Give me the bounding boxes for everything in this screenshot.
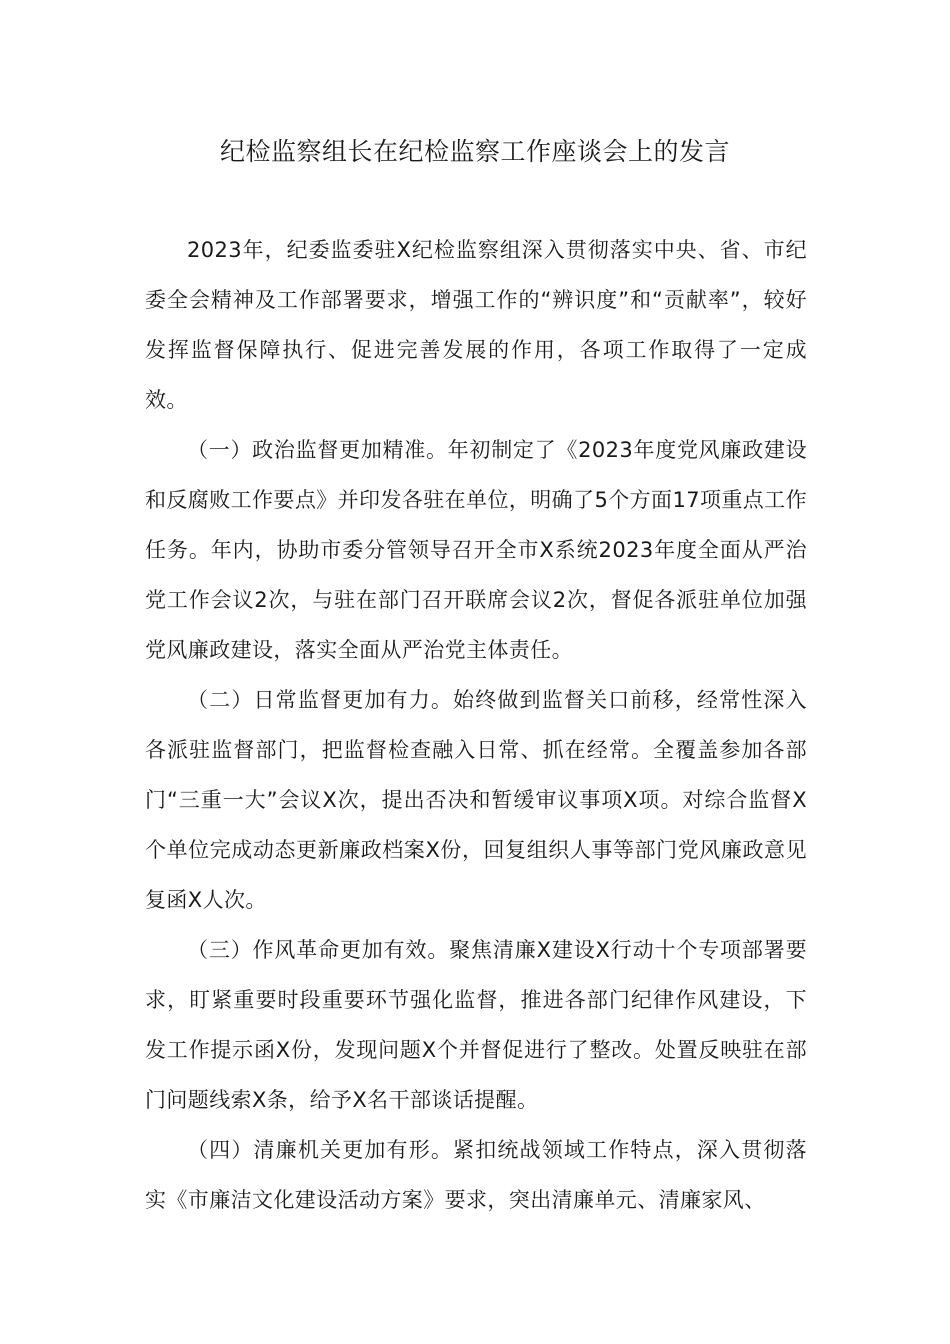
document-body — [145, 225, 807, 1225]
paragraph-political-supervision: （一）政治监督更加精准。年初制定了《2023年度党风廉政建设和反腐败工作要点》并印发各驻在单位，明确了5个方面17项重点工作任务。年内，协助市委分管领导召开全市X系统2023年度全面从严治党工作会议2次，与驻在部门召开联席会议2次，督促各派驻单位加强党风廉政建设，落实全面从严治党主体责任。 — [145, 438, 807, 662]
paragraph-daily-supervision: （二）日常监督更加有力。始终做到监督关口前移，经常性深入各派驻监督部门，把监督检查融入日常、抓在经常。全覆盖参加各部门“三重一大”会议X次，提出否决和暂缓审议事项X项。对综合监督X个单位完成动态更新廉政档案X份，回复组织人事等部门党风廉政意见复函X人次。 — [145, 688, 807, 912]
paragraph-work-style: （三）作风革命更加有效。聚焦清廉X建设X行动十个专项部署要求，盯紧重要时段重要环节强化监督，推进各部门纪律作风建设，下发工作提示函X份，发现问题X个并督促进行了整改。处置反映驻在部门问题线索X条，给予X名干部谈话提醒。 — [145, 938, 807, 1112]
paragraph-intro: 2023年，纪委监委驻X纪检监察组深入贯彻落实中央、省、市纪委全会精神及工作部署要求，增强工作的“辨识度”和“贡献率”，较好发挥监督保障执行、促进完善发展的作用，各项工作取得了一定成效。 — [145, 238, 807, 412]
paragraph-clean-organs: （四）清廉机关更加有形。紧扣统战领域工作特点，深入贯彻落实《市廉洁文化建设活动方案》要求，突出清廉单元、清廉家风、 — [145, 1138, 807, 1212]
document-title: 纪检监察组长在纪检监察工作座谈会上的发言 — [219, 137, 730, 166]
